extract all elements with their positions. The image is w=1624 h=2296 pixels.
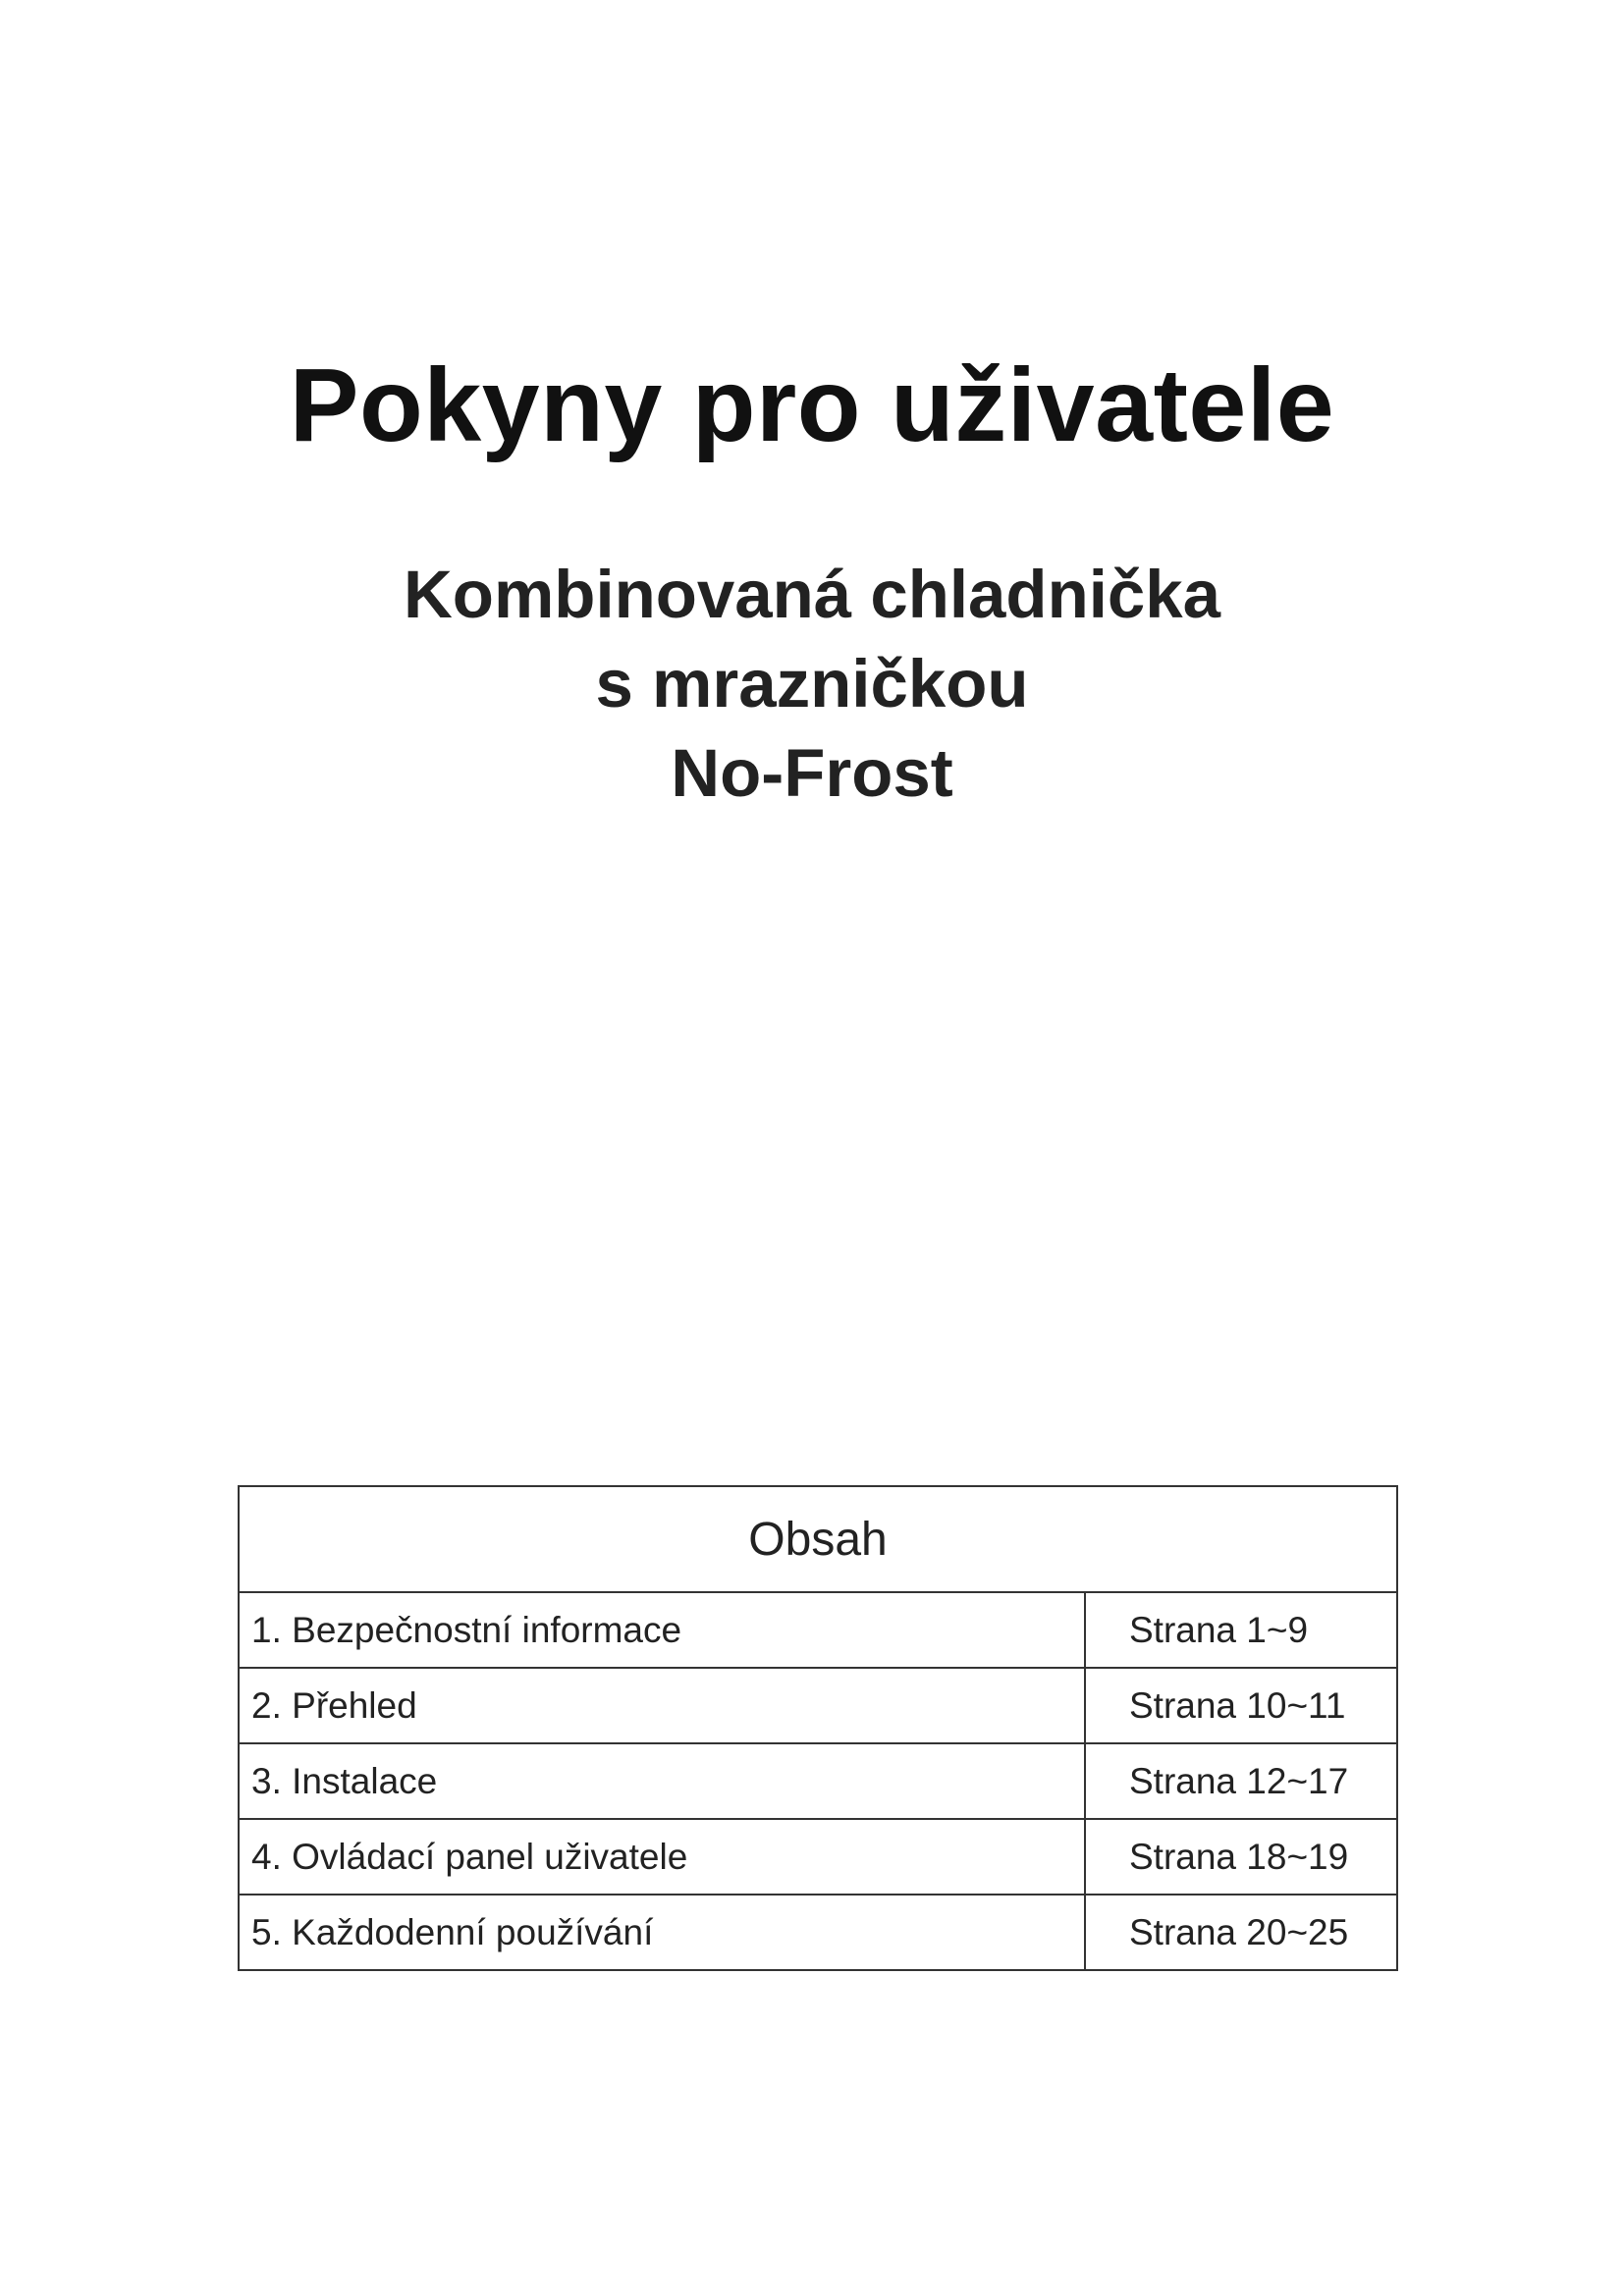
toc-header-row <box>239 1486 1397 1592</box>
toc-item-pages: Strana 20~25 <box>1085 1895 1397 1970</box>
document-subtitle <box>0 550 1624 818</box>
table-row <box>239 1819 1397 1895</box>
toc-item-title: 1. Bezpečnostní informace <box>239 1592 1085 1668</box>
toc-item-title: 4. Ovládací panel uživatele <box>239 1819 1085 1895</box>
subtitle-line-3: No-Frost <box>671 735 953 811</box>
toc-item-title: 5. Každodenní používání <box>239 1895 1085 1970</box>
toc-item-title: 2. Přehled <box>239 1668 1085 1743</box>
toc-item-pages: Strana 10~11 <box>1085 1668 1397 1743</box>
table-row <box>239 1668 1397 1743</box>
toc-item-pages: Strana 18~19 <box>1085 1819 1397 1895</box>
toc-heading: Obsah <box>239 1486 1397 1592</box>
document-title: Pokyny pro uživatele <box>289 347 1335 463</box>
table-of-contents <box>238 1485 1398 1971</box>
subtitle-line-1: Kombinovaná chladnička <box>403 557 1221 632</box>
table-row <box>239 1592 1397 1668</box>
toc-item-title: 3. Instalace <box>239 1743 1085 1819</box>
toc-item-pages: Strana 1~9 <box>1085 1592 1397 1668</box>
toc-item-pages: Strana 12~17 <box>1085 1743 1397 1819</box>
table-row <box>239 1895 1397 1970</box>
table-row <box>239 1743 1397 1819</box>
subtitle-line-2: s mrazničkou <box>595 646 1029 721</box>
